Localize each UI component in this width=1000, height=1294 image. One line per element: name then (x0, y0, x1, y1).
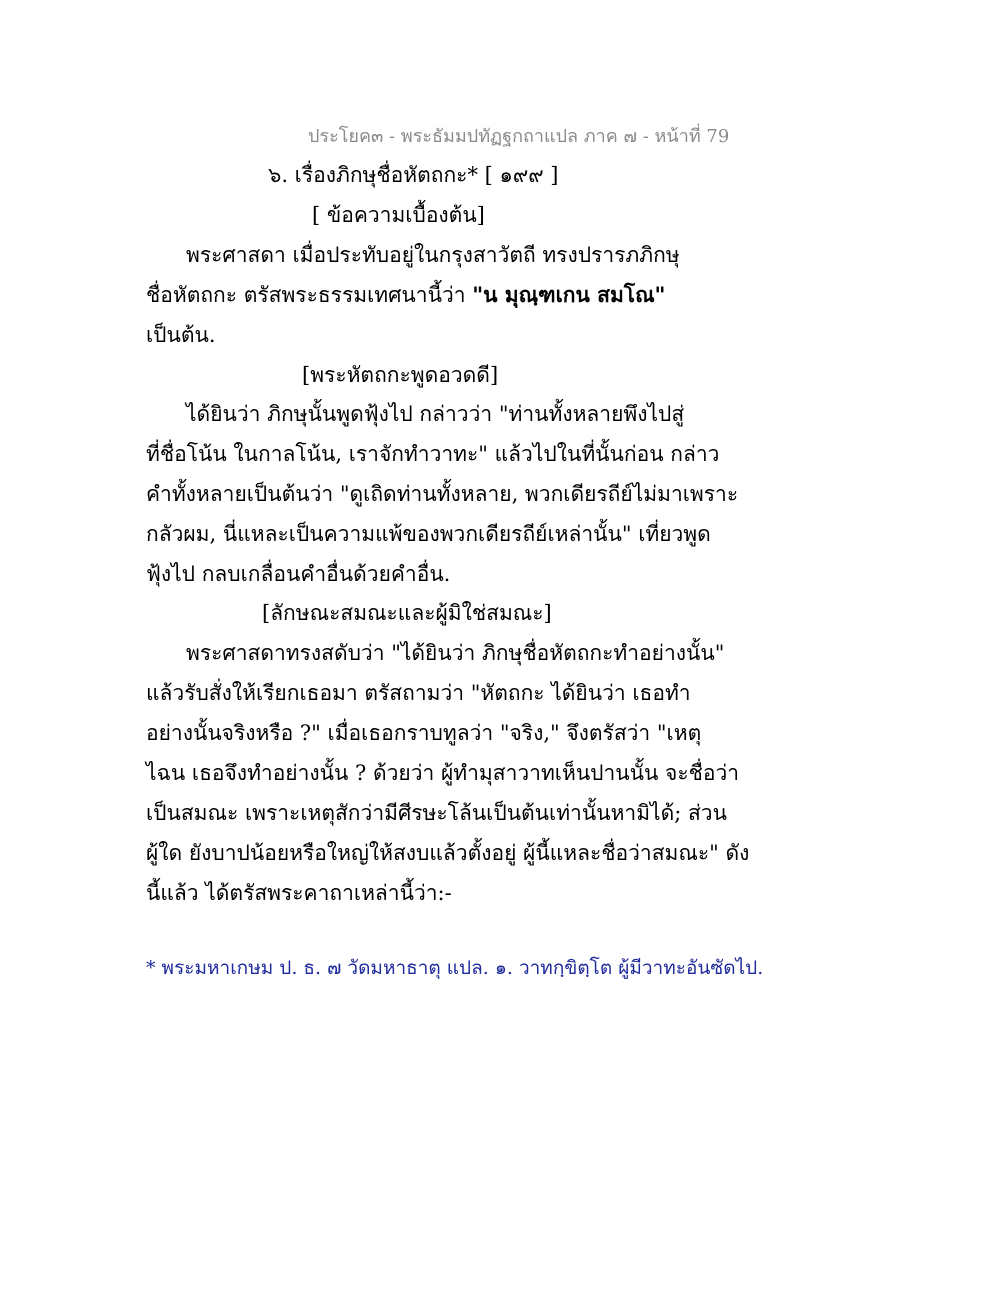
boasting-para-line: ได้ยินว่า ภิกษุนั้นพูดฟุ้งไป กล่าวว่า "ท่านทั้งหลายพึงไปสู่ (186, 402, 685, 426)
section-heading-opening: [ ข้อความเบื้องต้น] (312, 203, 485, 227)
boasting-para-line: ที่ชื่อโน้น ในกาลโน้น, เราจักทำวาทะ" แล้วไปในที่นั้นก่อน กล่าว (146, 442, 720, 466)
boasting-para-line: คำทั้งหลายเป็นต้นว่า "ดูเถิดท่านทั้งหลาย, พวกเดียรถีย์ไม่มาเพราะ (146, 482, 739, 506)
boasting-para-line: กลัวผม, นี่แหละเป็นความแพ้ของพวกเดียรถีย์เหล่านั้น" เที่ยวพูด (146, 522, 711, 546)
section-heading-boasting: [พระหัตถกะพูดอวดดี] (302, 363, 499, 387)
pali-quote: "น มุณฺฑเกน สมโณ" (472, 282, 666, 307)
boasting-para-line: ฟุ้งไป กลบเกลื่อนคำอื่นด้วยคำอื่น. (146, 562, 451, 586)
footnote: * พระมหาเกษม ป. ธ. ๗ วัดมหาธาตุ แปล. ๑. วาทกฺขิตฺโต ผู้มีวาทะอันซัดไป. (146, 957, 764, 979)
characteristics-para-line: แล้วรับสั่งให้เรียกเธอมา ตรัสถามว่า "หัตถกะ ได้ยินว่า เธอทำ (146, 681, 691, 705)
opening-para-line (146, 282, 666, 308)
opening-para-line: เป็นต้น. (146, 323, 216, 347)
running-header: ประโยค๓ - พระธัมมปทัฏฐกถาแปล ภาค ๗ - หน้าที่ 79 (308, 126, 730, 147)
characteristics-para-line: อย่างนั้นจริงหรือ ?" เมื่อเธอกราบทูลว่า "จริง," จึงตรัสว่า "เหตุ (146, 721, 702, 745)
characteristics-para-line: นี้แล้ว ได้ตรัสพระคาถาเหล่านี้ว่า:- (146, 881, 452, 905)
characteristics-para-line: ไฉน เธอจึงทำอย่างนั้น ? ด้วยว่า ผู้ทำมุสาวาทเห็นปานนั้น จะชื่อว่า (146, 761, 740, 785)
section-heading-characteristics: [ลักษณะสมณะและผู้มิใช่สมณะ] (262, 601, 552, 625)
characteristics-para-line: ผู้ใด ยังบาปน้อยหรือใหญ่ให้สงบแล้วตั้งอยู่ ผู้นี้แหละชื่อว่าสมณะ" ดัง (146, 841, 750, 865)
characteristics-para-line: พระศาสดาทรงสดับว่า "ได้ยินว่า ภิกษุชื่อหัตถกะทำอย่างนั้น" (186, 641, 725, 665)
story-title: ๖. เรื่องภิกษุชื่อหัตถกะ* [ ๑๙๙ ] (268, 163, 559, 187)
characteristics-para-line: เป็นสมณะ เพราะเหตุสักว่ามีศีรษะโล้นเป็นต้นเท่านั้นหามิได้; ส่วน (146, 801, 727, 825)
opening-para-text: ชื่อหัตถกะ ตรัสพระธรรมเทศนานี้ว่า (146, 283, 473, 307)
opening-para-line: พระศาสดา เมื่อประทับอยู่ในกรุงสาวัตถี ทรงปรารภภิกษุ (186, 243, 680, 267)
